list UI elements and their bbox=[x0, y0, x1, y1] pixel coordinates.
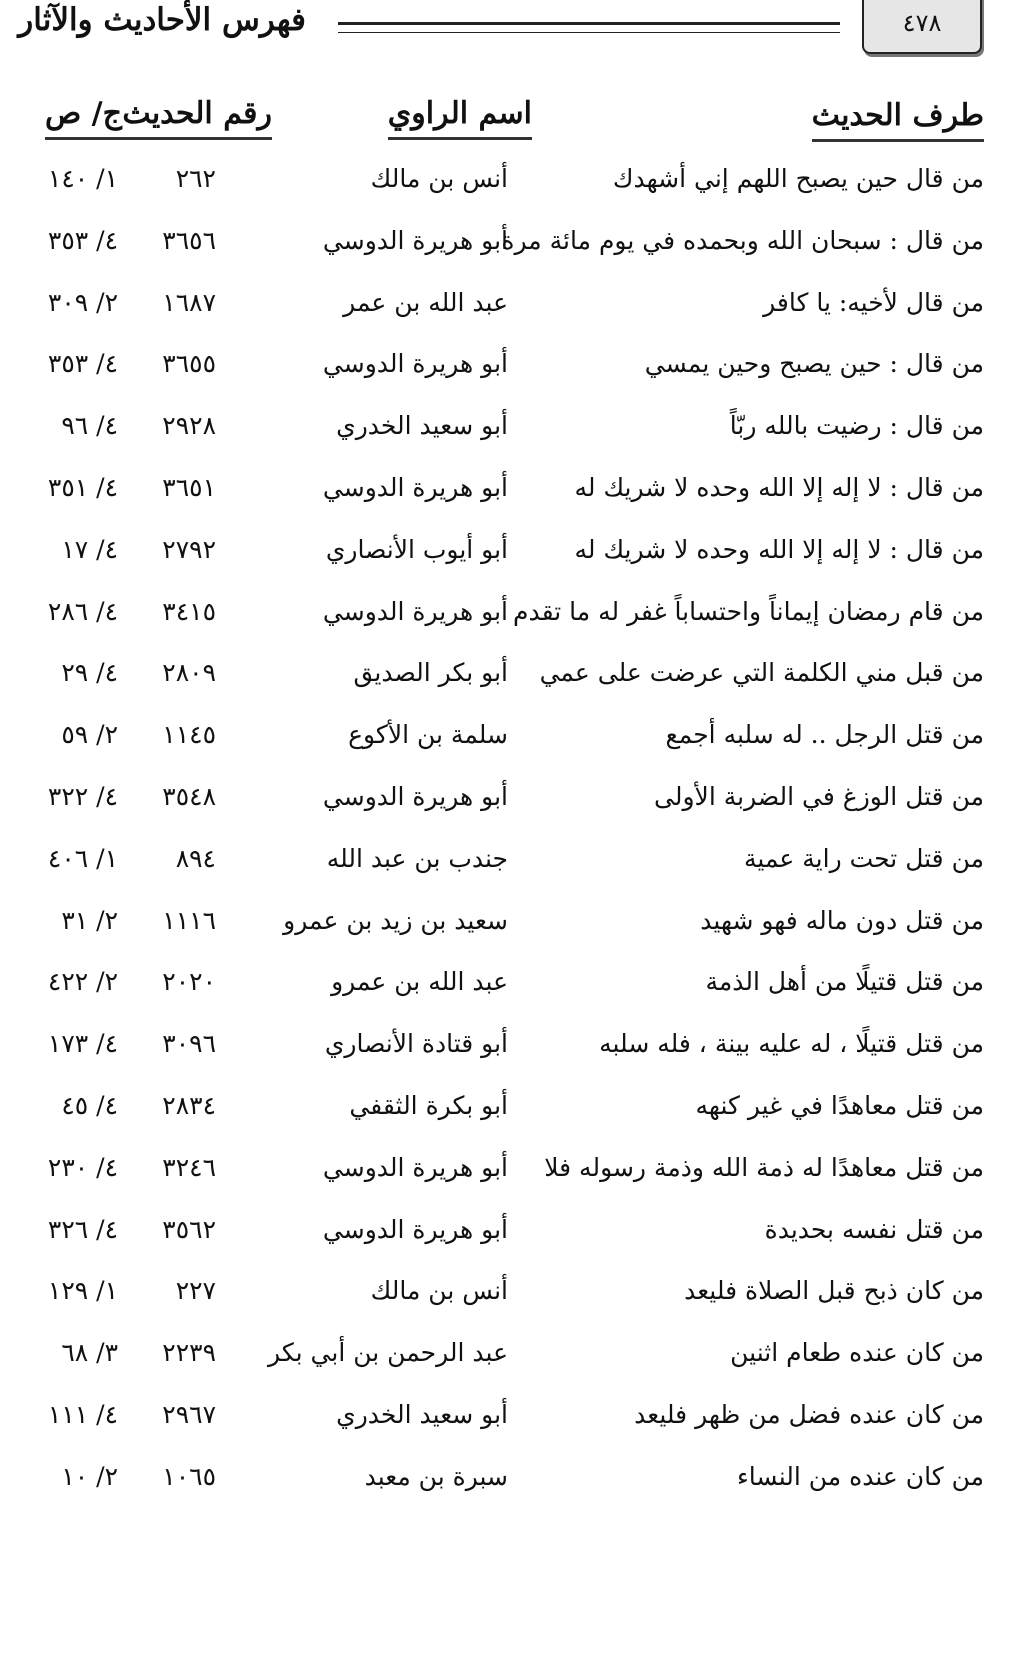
hadith-text-cell: من قام رمضان إيماناً واحتساباً غفر له ما تقدم bbox=[513, 596, 984, 626]
narrator-cell: سعيد بن زيد بن عمرو bbox=[283, 905, 508, 935]
volume-page-cell: ٢/ ٥٩ bbox=[61, 720, 118, 750]
hadith-text-cell: من كان عنده فضل من ظهر فليعد bbox=[634, 1399, 984, 1429]
table-row bbox=[0, 589, 1010, 651]
narrator-cell: أبو هريرة الدوسي bbox=[322, 1152, 508, 1182]
narrator-cell: أبو هريرة الدوسي bbox=[322, 349, 508, 379]
table-row bbox=[0, 836, 1010, 898]
volume-page-cell: ٤/ ٣٢٢ bbox=[47, 781, 118, 811]
running-title: فهرس الأحاديث والآثار bbox=[18, 2, 306, 38]
volume-page-cell: ١/ ٤٠٦ bbox=[47, 843, 118, 873]
table-row bbox=[0, 341, 1010, 403]
hadith-number-cell: ٢٨٣٤ bbox=[162, 1090, 216, 1120]
table-row bbox=[0, 1330, 1010, 1392]
hadith-number-cell: ٢٦٢ bbox=[175, 164, 216, 193]
hadith-text-cell: من قتل دون ماله فهو شهيد bbox=[700, 905, 984, 935]
hadith-number-cell: ٨٩٤ bbox=[175, 843, 216, 873]
table-row bbox=[0, 1021, 1010, 1083]
narrator-cell: أبو سعيد الخدري bbox=[336, 1399, 508, 1429]
narrator-cell: أبو هريرة الدوسي bbox=[322, 225, 508, 255]
volume-page-cell: ٢/ ١٠ bbox=[61, 1461, 118, 1491]
page-number: ٤٧٨ bbox=[902, 9, 942, 37]
column-header-hadith-number: رقم الحديث bbox=[122, 96, 272, 140]
page-number-tab bbox=[862, 0, 982, 54]
hadith-number-cell: ١٠٦٥ bbox=[162, 1461, 216, 1491]
volume-page-cell: ٤/ ٣٥٣ bbox=[47, 225, 118, 255]
hadith-text-cell: من قتل الرجل .. له سلبه أجمع bbox=[665, 720, 984, 750]
volume-page-cell: ٤/ ٩٦ bbox=[61, 411, 118, 441]
hadith-number-cell: ٢٠٢٠ bbox=[162, 967, 216, 997]
narrator-cell: أبو هريرة الدوسي bbox=[322, 596, 508, 626]
hadith-text-cell: من قال : لا إله إلا الله وحده لا شريك له bbox=[574, 472, 984, 502]
hadith-number-cell: ٢٨٠٩ bbox=[162, 658, 216, 688]
hadith-text-cell: من كان عنده من النساء bbox=[737, 1461, 984, 1491]
narrator-cell: أبو هريرة الدوسي bbox=[322, 781, 508, 811]
narrator-cell: أبو سعيد الخدري bbox=[336, 411, 508, 441]
hadith-number-cell: ٣٦٥٥ bbox=[162, 349, 216, 379]
table-row bbox=[0, 280, 1010, 342]
hadith-number-cell: ٣٤١٥ bbox=[162, 596, 216, 626]
header-rule-thin bbox=[338, 32, 840, 33]
hadith-text-cell: من كان عنده طعام اثنين bbox=[730, 1338, 984, 1368]
hadith-text-cell: من قتل قتيلًا ، له عليه بينة ، فله سلبه bbox=[599, 1029, 984, 1059]
hadith-number-cell: ٣٦٥٦ bbox=[162, 225, 216, 255]
hadith-number-cell: ٢٧٩٢ bbox=[162, 534, 216, 564]
table-row bbox=[0, 1207, 1010, 1269]
narrator-cell: عبد الرحمن بن أبي بكر bbox=[268, 1338, 508, 1368]
volume-page-cell: ٤/ ١٧ bbox=[61, 534, 118, 564]
volume-page-cell: ٤/ ٢٩ bbox=[61, 658, 118, 688]
table-row bbox=[0, 1145, 1010, 1207]
volume-page-cell: ١/ ١٤٠ bbox=[47, 164, 118, 193]
narrator-cell: عبد الله بن عمرو bbox=[331, 967, 508, 997]
narrator-cell: جندب بن عبد الله bbox=[326, 843, 508, 873]
narrator-cell: أبو قتادة الأنصاري bbox=[324, 1029, 508, 1059]
hadith-text-cell: من قال : حين يصبح وحين يمسي bbox=[644, 349, 984, 379]
narrator-cell: أنس بن مالك bbox=[370, 1276, 508, 1306]
volume-page-cell: ٤/ ١٧٣ bbox=[47, 1029, 118, 1059]
hadith-text-cell: من قتل تحت راية عمية bbox=[744, 843, 984, 873]
hadith-number-cell: ٣٥٦٢ bbox=[162, 1214, 216, 1244]
hadith-text-cell: من قبل مني الكلمة التي عرضت على عمي bbox=[539, 658, 984, 688]
narrator-cell: أنس بن مالك bbox=[370, 164, 508, 193]
volume-page-cell: ٤/ ١١١ bbox=[47, 1399, 118, 1429]
hadith-text-cell: من قتل الوزغ في الضربة الأولى bbox=[654, 781, 984, 811]
table-row bbox=[0, 156, 1010, 218]
hadith-number-cell: ١١٤٥ bbox=[162, 720, 216, 750]
table-row bbox=[0, 959, 1010, 1021]
hadith-number-cell: ٣٥٤٨ bbox=[162, 781, 216, 811]
table-row bbox=[0, 1268, 1010, 1330]
volume-page-cell: ٤/ ٢٣٠ bbox=[47, 1152, 118, 1182]
table-row bbox=[0, 774, 1010, 836]
table-row bbox=[0, 712, 1010, 774]
table-row bbox=[0, 1454, 1010, 1516]
volume-page-cell: ٤/ ٣٢٦ bbox=[47, 1214, 118, 1244]
table-row bbox=[0, 650, 1010, 712]
narrator-cell: سبرة بن معبد bbox=[364, 1461, 508, 1491]
hadith-number-cell: ٢٩٦٧ bbox=[162, 1399, 216, 1429]
table-row bbox=[0, 218, 1010, 280]
column-header-hadith-text: طرف الحديث bbox=[812, 98, 984, 142]
page-header bbox=[0, 0, 1010, 80]
header-rule-thick bbox=[338, 22, 840, 25]
narrator-cell: أبو بكرة الثقفي bbox=[349, 1090, 508, 1120]
narrator-cell: أبو هريرة الدوسي bbox=[322, 472, 508, 502]
hadith-text-cell: من قتل معاهدًا في غير كنهه bbox=[695, 1090, 984, 1120]
table-row bbox=[0, 1392, 1010, 1454]
hadith-number-cell: ١٦٨٧ bbox=[162, 287, 216, 317]
table-row bbox=[0, 403, 1010, 465]
hadith-text-cell: من كان ذبح قبل الصلاة فليعد bbox=[684, 1276, 984, 1306]
volume-page-cell: ٣/ ٦٨ bbox=[61, 1338, 118, 1368]
volume-page-cell: ٢/ ٣٠٩ bbox=[47, 287, 118, 317]
hadith-number-cell: ٢٩٢٨ bbox=[162, 411, 216, 441]
table-row bbox=[0, 1083, 1010, 1145]
hadith-text-cell: من قتل نفسه بحديدة bbox=[764, 1214, 984, 1244]
hadith-text-cell: من قتل قتيلًا من أهل الذمة bbox=[705, 967, 984, 997]
hadith-text-cell: من قال لأخيه: يا كافر bbox=[763, 287, 984, 317]
column-header-narrator: اسم الراوي bbox=[388, 96, 532, 140]
volume-page-cell: ٤/ ٢٨٦ bbox=[47, 596, 118, 626]
hadith-text-cell: من قال حين يصبح اللهم إني أشهدك bbox=[612, 164, 984, 193]
narrator-cell: أبو هريرة الدوسي bbox=[322, 1214, 508, 1244]
narrator-cell: سلمة بن الأكوع bbox=[348, 720, 508, 750]
column-header-volume-page: ج/ ص bbox=[45, 96, 122, 140]
hadith-text-cell: من قتل معاهدًا له ذمة الله وذمة رسوله فلا bbox=[544, 1152, 984, 1182]
table-row bbox=[0, 898, 1010, 960]
volume-page-cell: ١/ ١٢٩ bbox=[47, 1276, 118, 1306]
volume-page-cell: ٢/ ٣١ bbox=[61, 905, 118, 935]
table-row bbox=[0, 527, 1010, 589]
table-row bbox=[0, 465, 1010, 527]
hadith-text-cell: من قال : رضيت بالله ربّاً bbox=[729, 411, 984, 441]
hadith-text-cell: من قال : سبحان الله وبحمده في يوم مائة مرة bbox=[501, 225, 984, 255]
hadith-index-table bbox=[0, 156, 1010, 1516]
hadith-number-cell: ٢٢٣٩ bbox=[162, 1338, 216, 1368]
narrator-cell: أبو أيوب الأنصاري bbox=[325, 534, 508, 564]
hadith-number-cell: ٣٢٤٦ bbox=[162, 1152, 216, 1182]
narrator-cell: عبد الله بن عمر bbox=[343, 287, 508, 317]
hadith-number-cell: ٣٦٥١ bbox=[162, 472, 216, 502]
hadith-number-cell: ٣٠٩٦ bbox=[162, 1029, 216, 1059]
narrator-cell: أبو بكر الصديق bbox=[353, 658, 508, 688]
volume-page-cell: ٤/ ٤٥ bbox=[61, 1090, 118, 1120]
volume-page-cell: ٢/ ٤٢٢ bbox=[47, 967, 118, 997]
hadith-number-cell: ٢٢٧ bbox=[175, 1276, 216, 1306]
volume-page-cell: ٤/ ٣٥١ bbox=[47, 472, 118, 502]
hadith-text-cell: من قال : لا إله إلا الله وحده لا شريك له bbox=[574, 534, 984, 564]
volume-page-cell: ٤/ ٣٥٣ bbox=[47, 349, 118, 379]
hadith-number-cell: ١١١٦ bbox=[162, 905, 216, 935]
